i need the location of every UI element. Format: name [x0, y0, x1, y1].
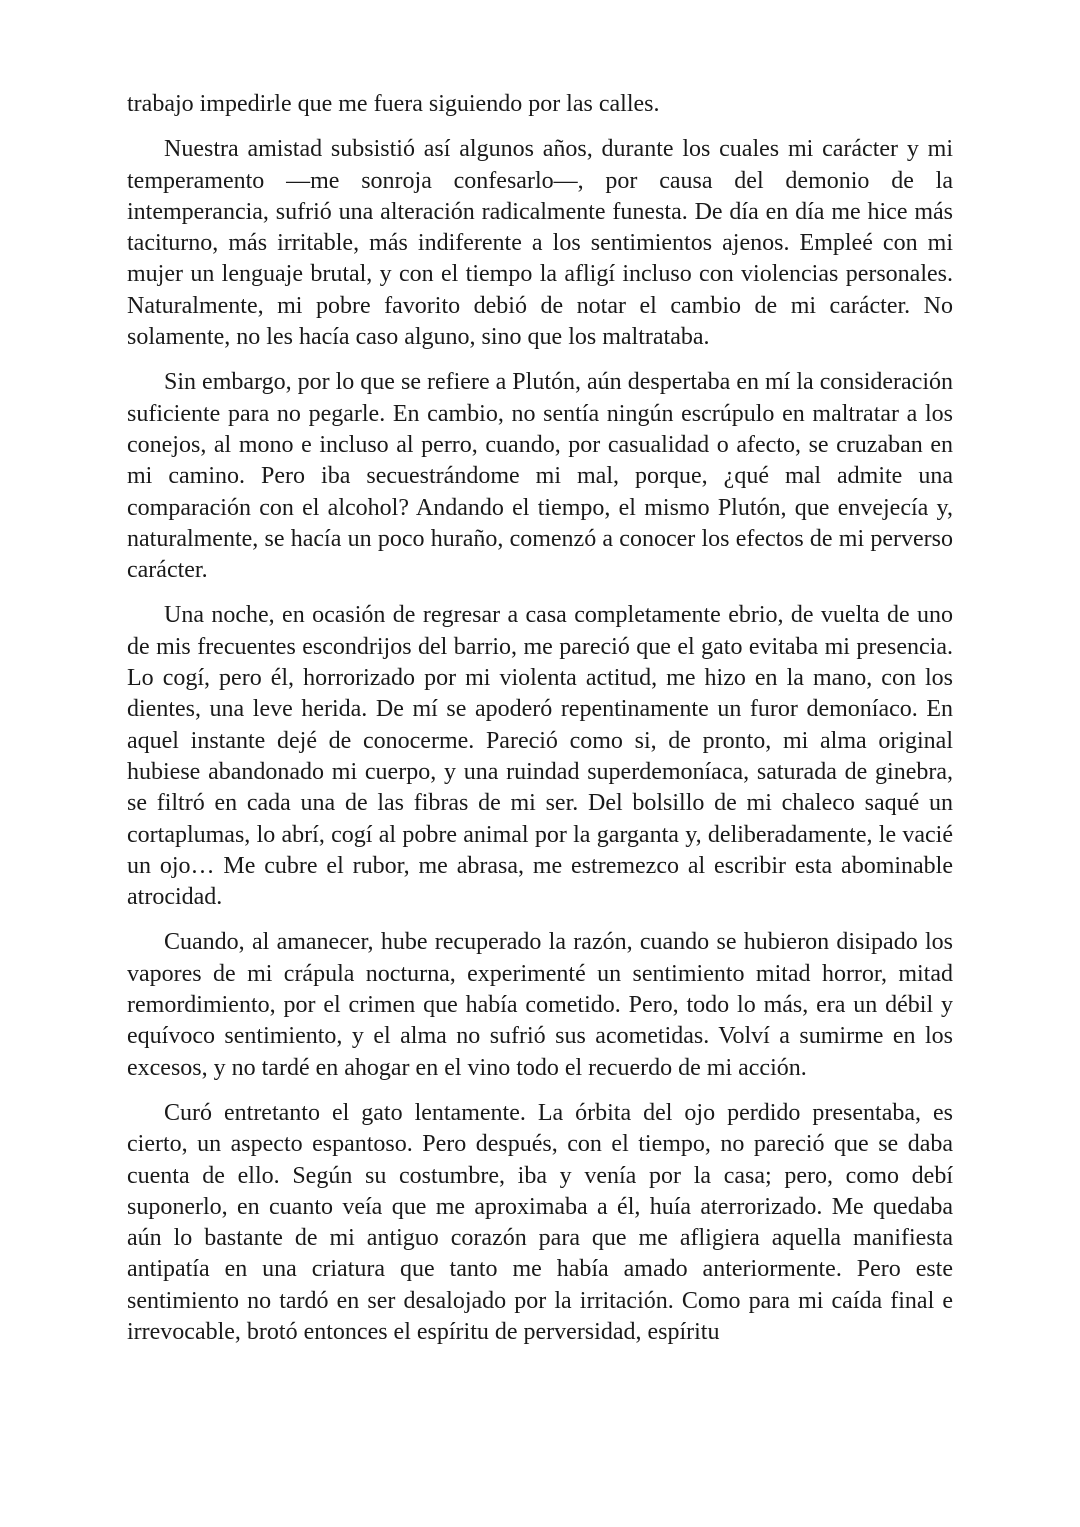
paragraph-pluto: Sin embargo, por lo que se refiere a Plutón, aún despertaba en mí la consideración suficiente para no pegarle. En cambio, no sentía ningún escrúpulo en maltratar a los conejos, al mono e incluso al perro, cuando, por casualidad o afecto, se cruzaban en mi camino. Pero iba secuestrándome mi mal, porque, ¿qué mal admite una comparación con el alcohol? Andando el tiempo, el mismo Plutón, que envejecía y, naturalmente, se hacía un poco huraño, comenzó a conocer los efectos de mi perverso carácter. — [127, 369, 953, 584]
paragraph-cat-healed: Curó entretanto el gato lentamente. La órbita del ojo perdido presentaba, es cierto, un aspecto espantoso. Pero después, con el tiempo, no pareció que se daba cuenta de ello. Según su costumbre, iba y venía por la casa; pero, como debí suponerlo, en cuanto veía que me aproximaba a él, huía aterrorizado. Me quedaba aún lo bastante de mi antiguo corazón para que me afligiera aquella manifiesta antipatía en una criatura que tanto me había amado anteriormente. Pero este sentimiento no tardó en ser desalojado por la irritación. Como para mi caída final e irrevocable, brotó entonces el espíritu de perversidad, espíritu — [127, 1099, 953, 1345]
document-page — [127, 89, 953, 1362]
paragraph-friendship: Nuestra amistad subsistió así algunos años, durante los cuales mi carácter y mi temperamento —me sonroja confesarlo—, por causa del demonio de la intemperancia, sufrió una alteración radicalmente funesta. De día en día me hice más taciturno, más irritable, más indiferente a los sentimientos ajenos. Empleé con mi mujer un lenguaje brutal, y con el tiempo la afligí incluso con violencias personales. Naturalmente, mi pobre favorito debió de notar el cambio de mi carácter. No solamente, no les hacía caso alguno, sino que los maltrataba. — [127, 136, 953, 351]
paragraph-dawn: Cuando, al amanecer, hube recuperado la razón, cuando se hubieron disipado los vapores de mi crápula nocturna, experimenté un sentimiento mitad horror, mitad remordimiento, por el crimen que había cometido. Pero, todo lo más, era un débil y equívoco sentimiento, y el alma no sufrió sus acometidas. Volví a sumirme en los excesos, y no tardé en ahogar en el vino todo el recuerdo de mi acción. — [127, 929, 953, 1081]
paragraph-continued: trabajo impedirle que me fuera siguiendo por las calles. — [127, 91, 660, 117]
paragraph-one-night: Una noche, en ocasión de regresar a casa completamente ebrio, de vuelta de uno de mis frecuentes escondrijos del barrio, me pareció que el gato evitaba mi presencia. Lo cogí, pero él, horrorizado por mi violenta actitud, me hizo en la mano, con los dientes, una leve herida. De mí se apoderó repentinamente un furor demoníaco. En aquel instante dejé de conocerme. Pareció como si, de pronto, mi alma original hubiese abandonado mi cuerpo, y una ruindad superdemoníaca, saturada de ginebra, se filtró en cada una de las fibras de mi ser. Del bolsillo de mi chaleco saqué un cortaplumas, lo abrí, cogí al pobre animal por la garganta y, deliberadamente, le vacié un ojo… Me cubre el rubor, me abrasa, me estremezco al escribir esta abominable atrocidad. — [127, 602, 953, 911]
